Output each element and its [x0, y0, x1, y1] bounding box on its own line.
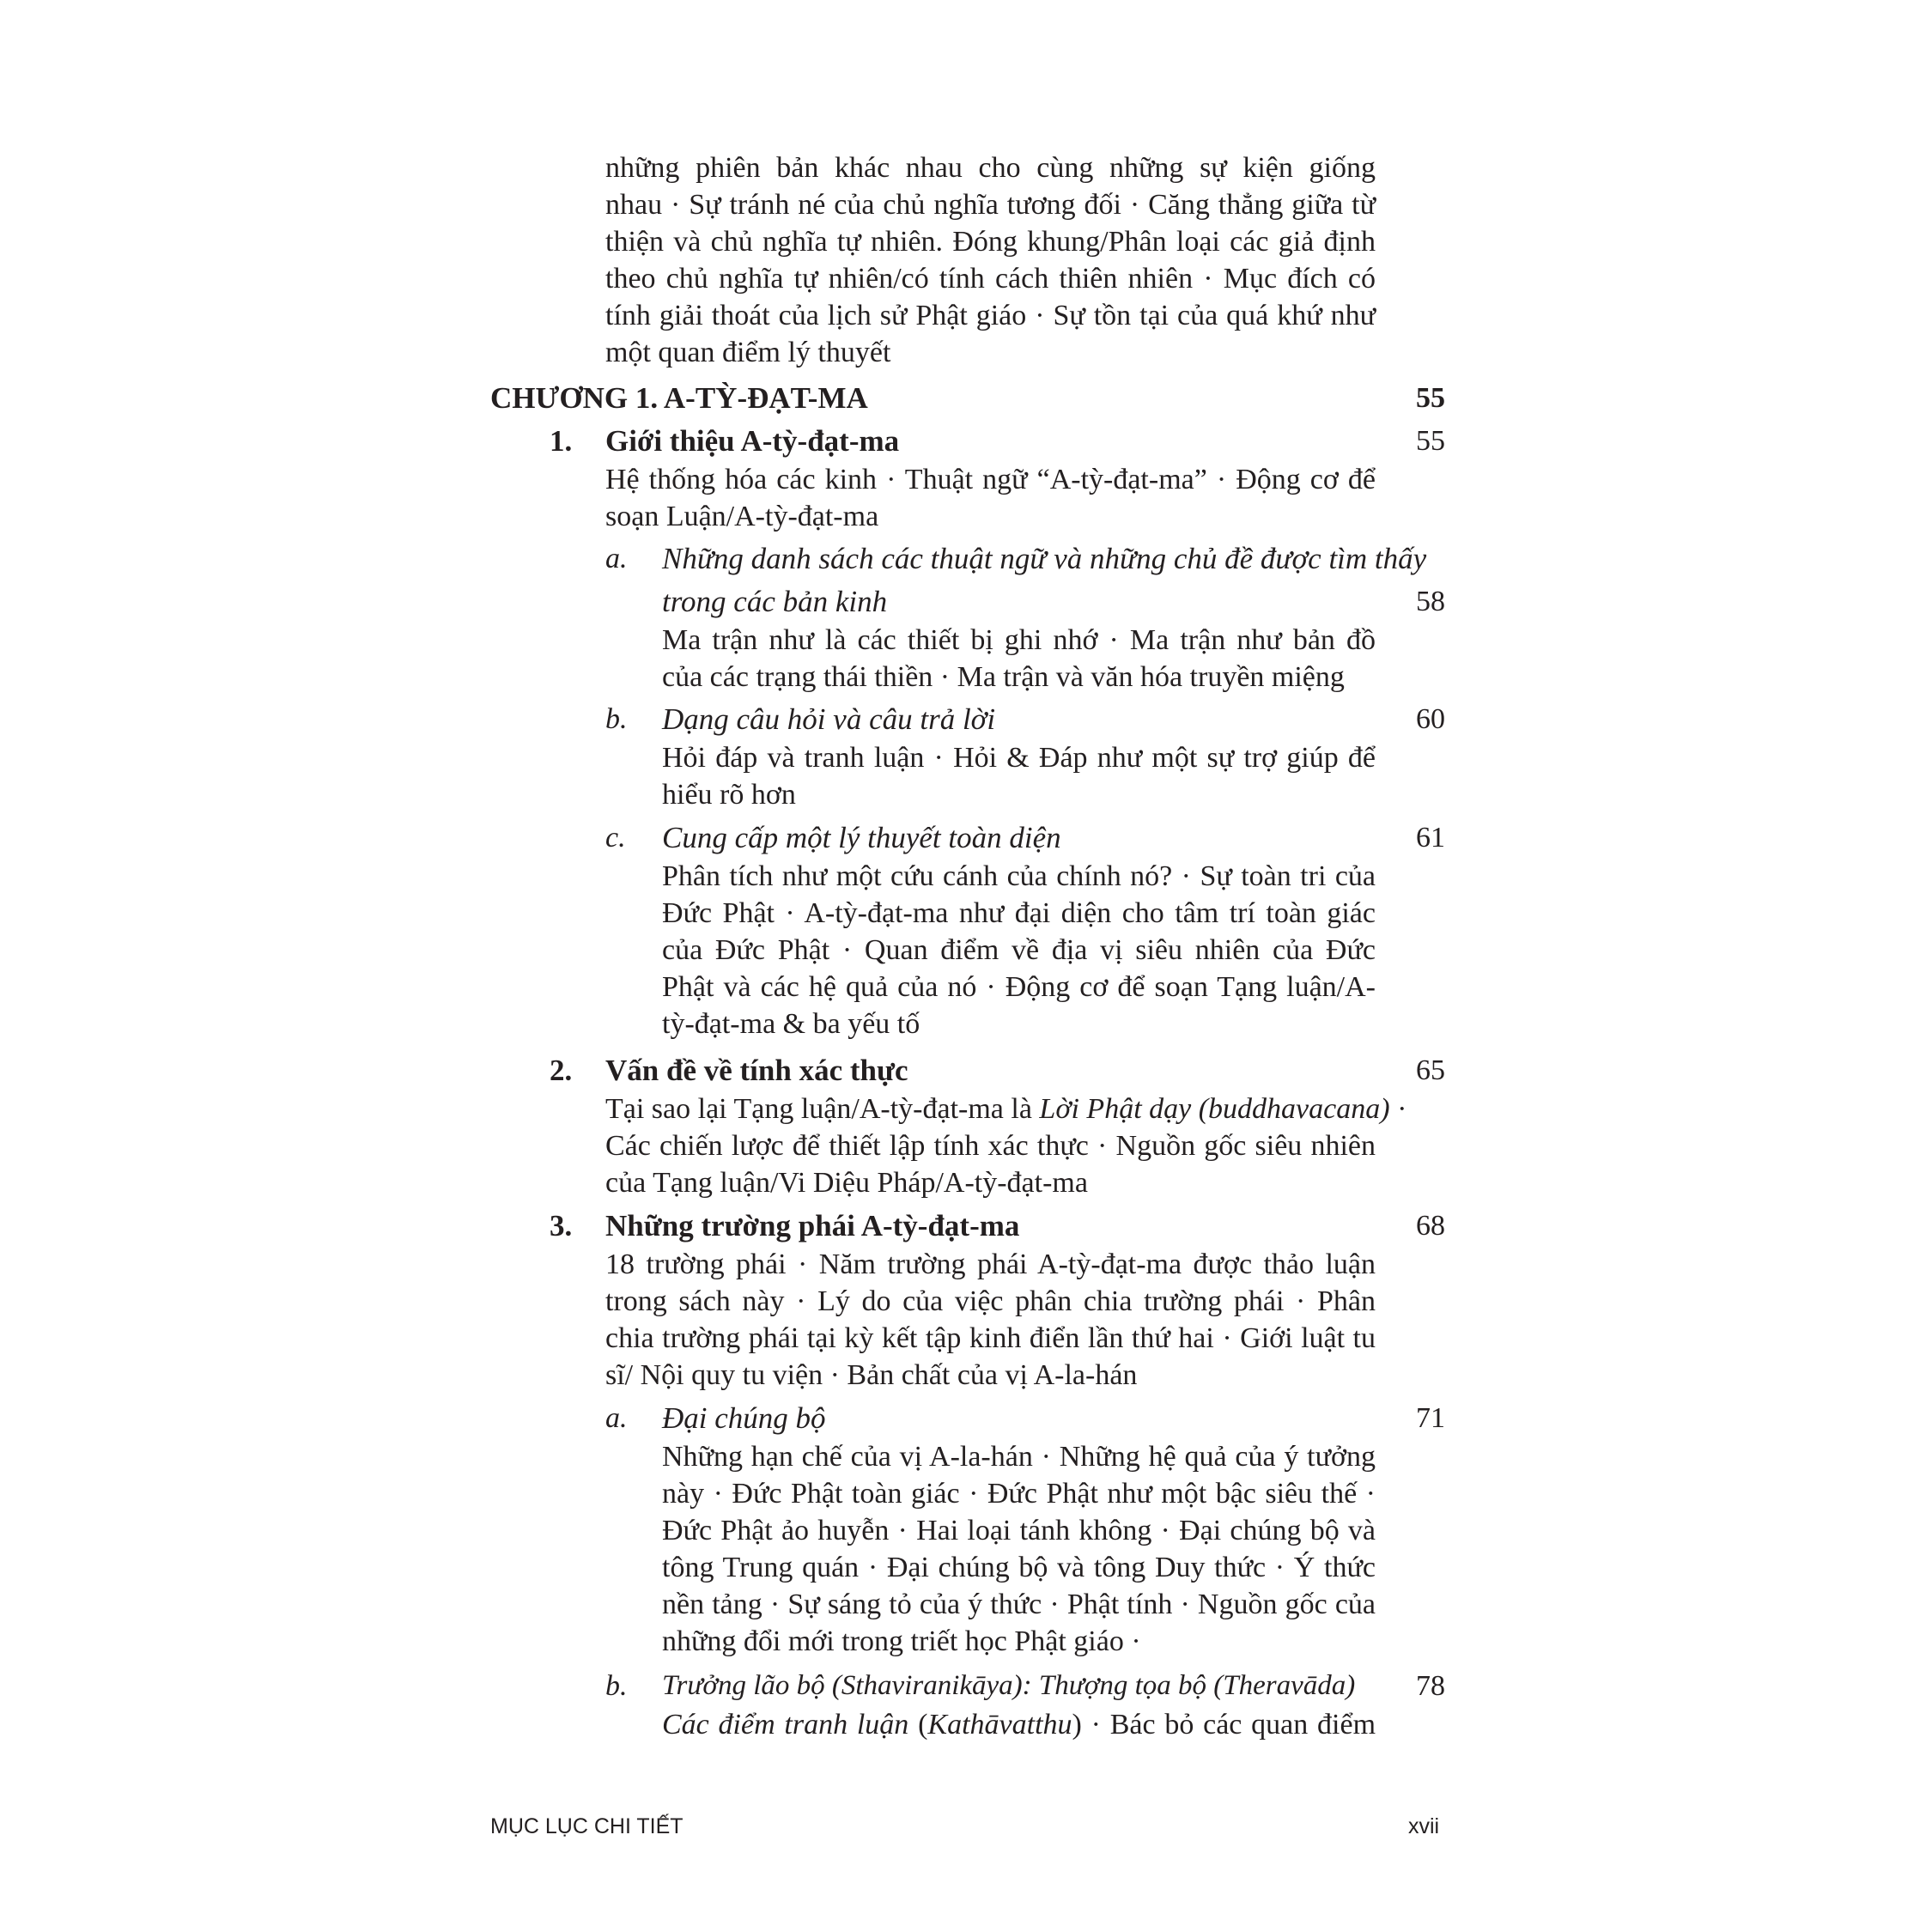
text-line: Ma trận như là các thiết bị ghi nhớ · Ma trận như bản đồ: [662, 624, 1376, 656]
section-title: Những trường phái A-tỳ-đạt-ma: [605, 1209, 1020, 1242]
text-fragment-italic: Kathāvatthu: [927, 1709, 1072, 1741]
text-line: tỳ-đạt-ma & ba yếu tố: [662, 1008, 920, 1040]
page-number: xvii: [1408, 1814, 1440, 1838]
subsection-letter: b.: [605, 703, 628, 735]
section-description: [605, 1091, 1407, 1201]
section-title: Giới thiệu A-tỳ-đạt-ma: [605, 424, 900, 458]
text-line: này · Đức Phật toàn giác · Đức Phật như một bậc siêu thế ·: [662, 1478, 1376, 1510]
chapter-page-number: 55: [1416, 382, 1445, 414]
text-line: những đổi mới trong triết học Phật giáo ·: [662, 1625, 1141, 1657]
section-page-number: 55: [1416, 425, 1445, 457]
subsection-page-number: 78: [1416, 1670, 1445, 1702]
text-line: Những hạn chế của vị A-la-hán · Những hệ quả của ý tưởng: [662, 1441, 1376, 1473]
subsection-title-continued: trong các bản kinh: [662, 585, 888, 618]
section-page-number: 68: [1416, 1210, 1445, 1242]
text-line: những phiên bản khác nhau cho cùng những sự kiện giống: [605, 152, 1376, 184]
section-number: 1.: [550, 424, 573, 458]
text-line: của Đức Phật · Quan điểm về địa vị siêu nhiên của Đức: [662, 934, 1376, 966]
text-line: hiểu rõ hơn: [662, 779, 796, 811]
section-description: [605, 461, 1376, 535]
subsection-title: Cung cấp một lý thuyết toàn diện: [662, 821, 1061, 854]
text-line: trong sách này · Lý do của việc phân chia trường phái · Phân: [605, 1285, 1376, 1317]
text-line: soạn Luận/A-tỳ-đạt-ma: [605, 501, 879, 532]
section-title: Vấn đề về tính xác thực: [605, 1054, 908, 1087]
subsection-letter: a.: [605, 543, 628, 574]
subsection-description: [662, 1706, 1376, 1743]
subsection-page-number: 60: [1416, 703, 1445, 735]
text-line: thiện và chủ nghĩa tự nhiên. Đóng khung/Phân loại các giả định: [605, 226, 1376, 258]
text-line: chia trường phái tại kỳ kết tập kinh điển lần thứ hai · Giới luật tu: [605, 1322, 1376, 1354]
subsection-page-number: 58: [1416, 586, 1445, 617]
subsection-page-number: 71: [1416, 1402, 1445, 1434]
text-line: nhau · Sự tránh né của chủ nghĩa tương đối · Căng thẳng giữa từ: [605, 189, 1376, 221]
text-line: Phật và các hệ quả của nó · Động cơ để soạn Tạng luận/A-: [662, 971, 1376, 1003]
text-line: [605, 1091, 1407, 1127]
text-line: Đức Phật · A-tỳ-đạt-ma như đại diện cho tâm trí toàn giác: [662, 897, 1376, 929]
text-line: nền tảng · Sự sáng tỏ của ý thức · Phật tính · Nguồn gốc của: [662, 1589, 1376, 1620]
chapter-title: CHƯƠNG 1. A-TỲ-ĐẠT-MA: [490, 381, 868, 415]
text-fragment: · Bác bỏ các quan điểm: [1081, 1709, 1376, 1741]
subsection-title: Đại chúng bộ: [662, 1401, 826, 1435]
subsection-page-number: 61: [1416, 822, 1445, 854]
section-number: 2.: [550, 1054, 573, 1087]
subsection-description: [662, 1438, 1376, 1660]
text-line: tính giải thoát của lịch sử Phật giáo · Sự tồn tại của quá khứ như: [605, 300, 1376, 331]
subsection-letter: a.: [605, 1402, 628, 1434]
subsection-title: Trưởng lão bộ (Sthaviranikāya): Thượng tọa bộ (Theravāda): [662, 1670, 1356, 1701]
text-line: sĩ/ Nội quy tu viện · Bản chất của vị A-la-hán: [605, 1359, 1138, 1391]
running-footer-title: MỤC LỤC CHI TIẾT: [490, 1814, 683, 1838]
text-line: Các chiến lược để thiết lập tính xác thực · Nguồn gốc siêu nhiên: [605, 1130, 1376, 1162]
text-line: Phân tích như một cứu cánh của chính nó? · Sự toàn tri của: [662, 860, 1376, 892]
subsection-letter: b.: [605, 1670, 628, 1702]
text-line: Các điểm tranh luận (Kathāvatthu) · Bác bỏ các quan điểm: [662, 1709, 1376, 1741]
text-fragment: ·: [1389, 1093, 1407, 1125]
text-fragment: Tại sao lại Tạng luận/A-tỳ-đạt-ma là: [605, 1093, 1040, 1125]
intro-paragraph: [605, 149, 1376, 371]
text-line: của các trạng thái thiền · Ma trận và văn hóa truyền miệng: [662, 661, 1345, 693]
text-line: một quan điểm lý thuyết: [605, 337, 891, 368]
text-fragment-italic: Các điểm tranh luận: [662, 1709, 909, 1741]
text-line: Đức Phật ảo huyễn · Hai loại tánh không · Đại chúng bộ và: [662, 1515, 1376, 1546]
subsection-letter: c.: [605, 822, 626, 854]
subsection-description: [662, 622, 1376, 696]
text-line: Hệ thống hóa các kinh · Thuật ngữ “A-tỳ-đạt-ma” · Động cơ để: [605, 464, 1376, 495]
text-line: theo chủ nghĩa tự nhiên/có tính cách thiên nhiên · Mục đích có: [605, 263, 1376, 295]
section-description: [605, 1246, 1376, 1394]
text-line: tông Trung quán · Đại chúng bộ và tông Duy thức · Ý thức: [662, 1552, 1376, 1583]
subsection-description: [662, 858, 1376, 1042]
text-fragment-italic: Lời Phật dạy (buddhavacana): [1039, 1093, 1390, 1125]
text-line: 18 trường phái · Năm trường phái A-tỳ-đạt-ma được thảo luận: [605, 1249, 1376, 1280]
subsection-title: Những danh sách các thuật ngữ và những chủ đề được tìm thấy: [662, 542, 1427, 575]
subsection-description: [662, 739, 1376, 813]
subsection-title: Dạng câu hỏi và câu trả lời: [662, 702, 996, 736]
text-line: Hỏi đáp và tranh luận · Hỏi & Đáp như một sự trợ giúp để: [662, 742, 1376, 774]
section-number: 3.: [550, 1209, 573, 1242]
section-page-number: 65: [1416, 1054, 1445, 1086]
text-line: của Tạng luận/Vi Diệu Pháp/A-tỳ-đạt-ma: [605, 1167, 1088, 1199]
